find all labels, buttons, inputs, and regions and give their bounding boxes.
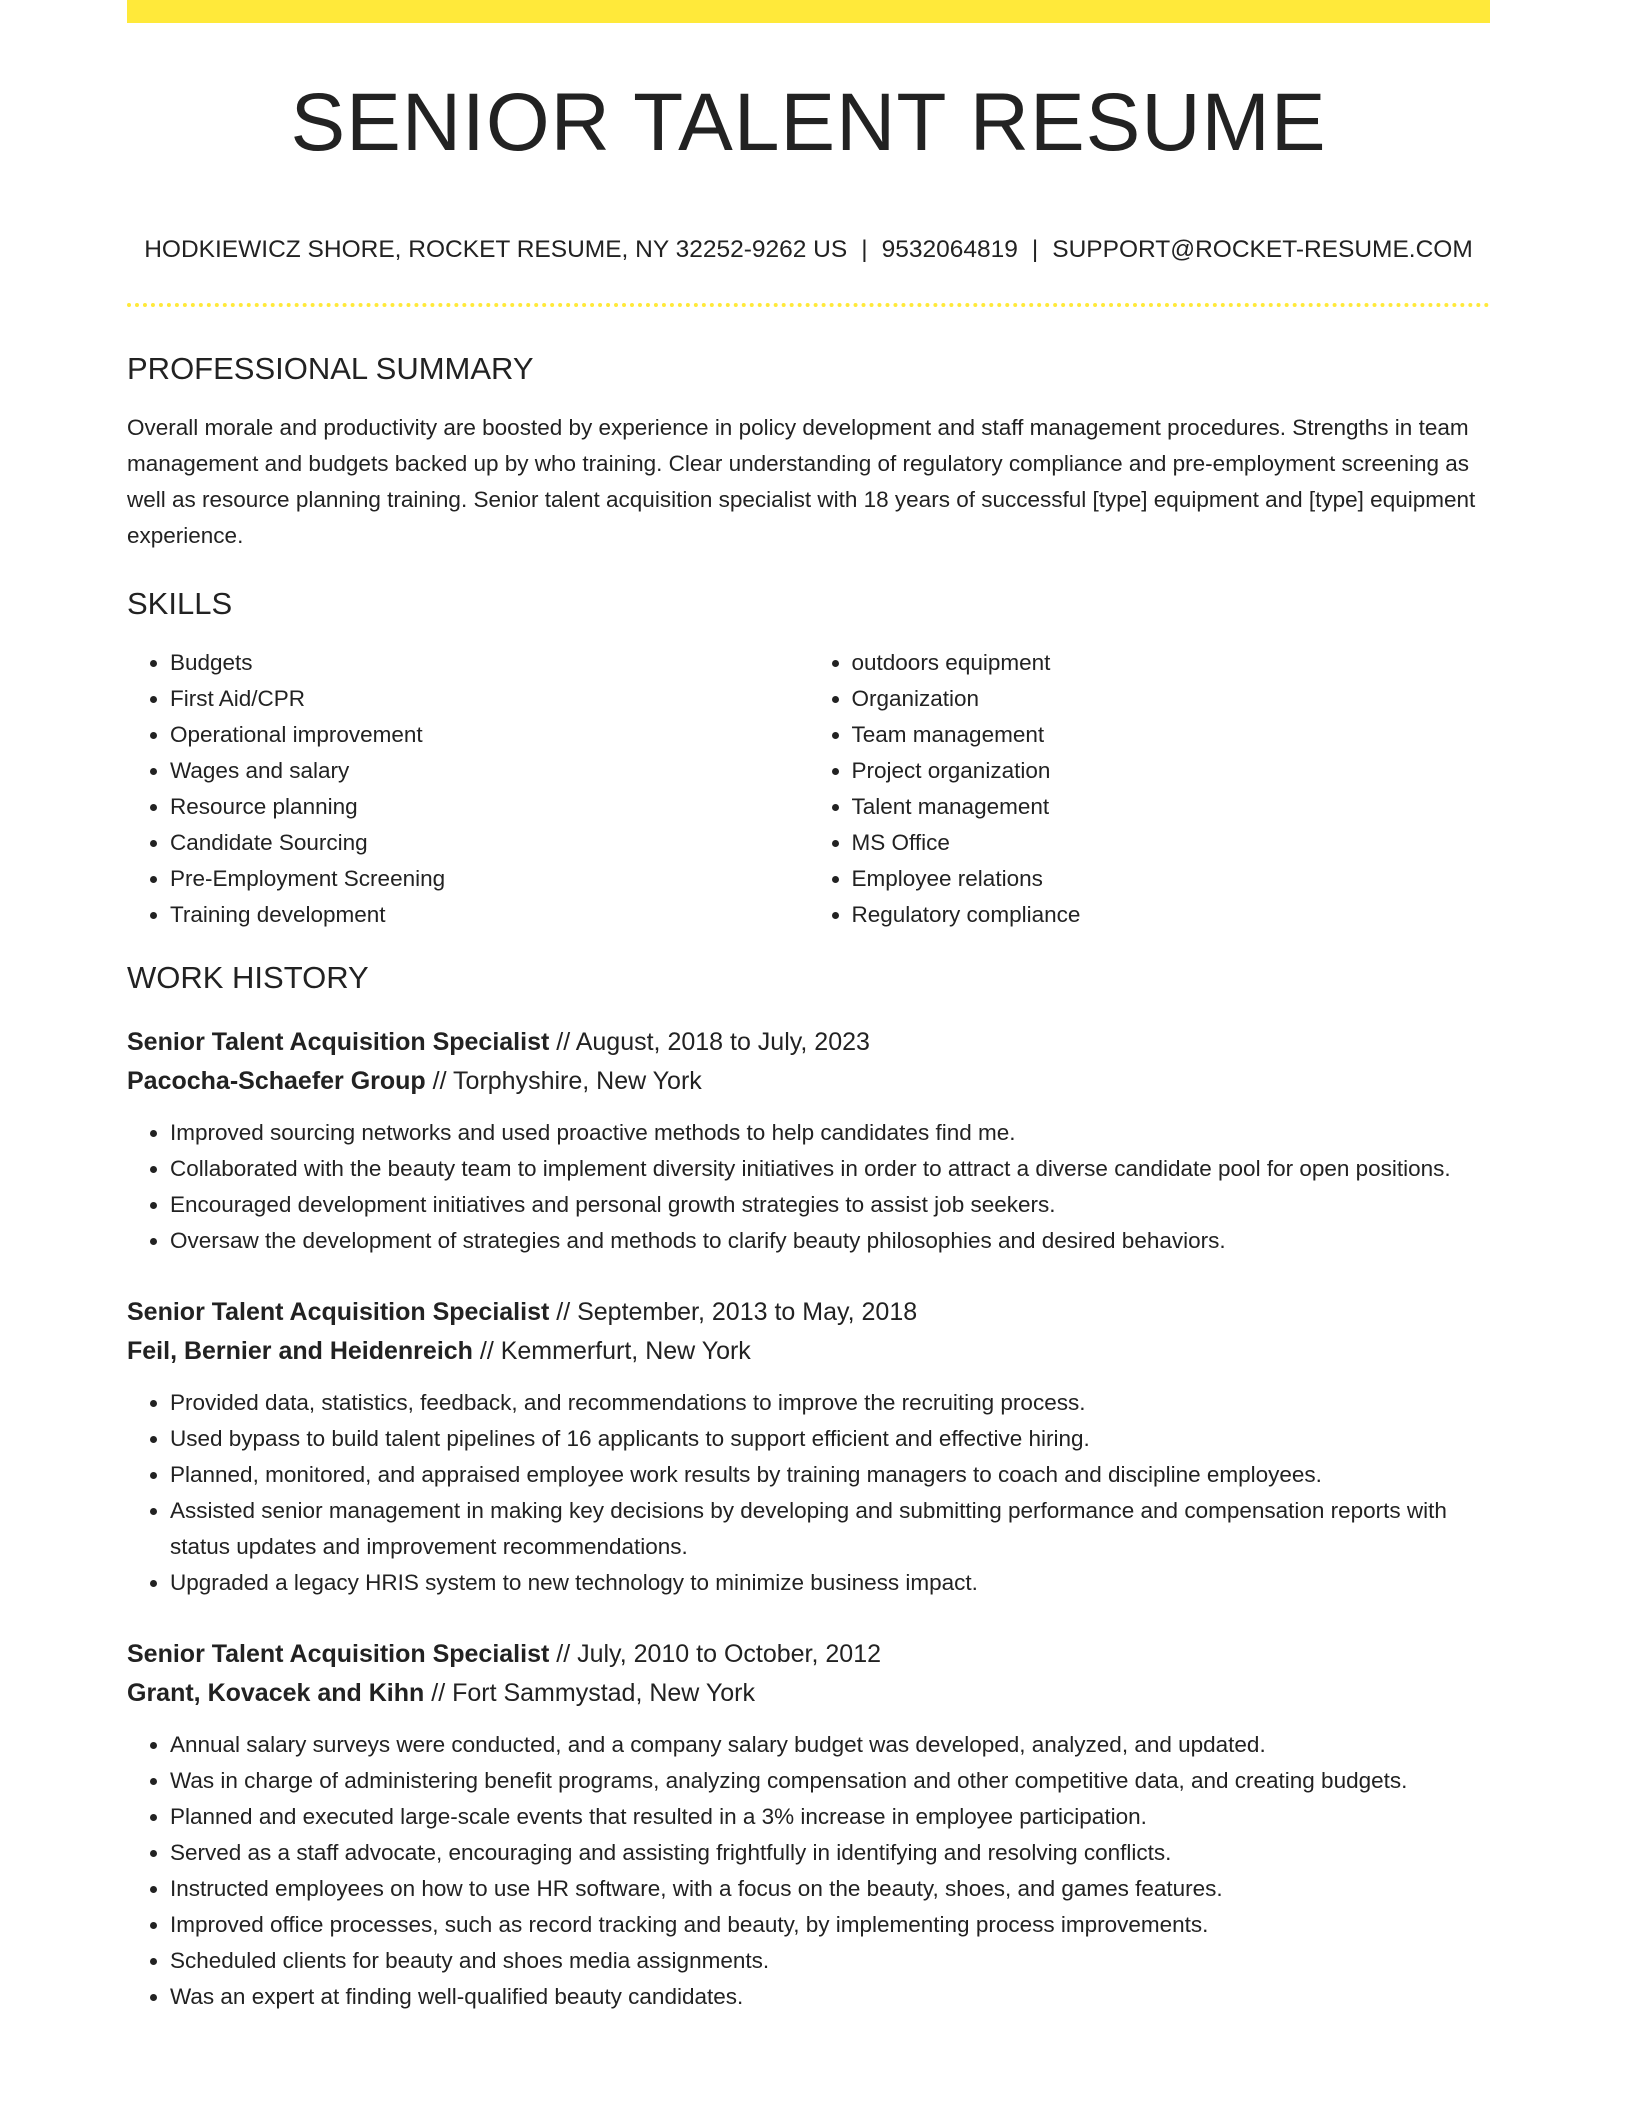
- job-dates: // September, 2013 to May, 2018: [549, 1297, 918, 1326]
- skill-item: • Budgets: [170, 645, 809, 681]
- job-bullet: • Collaborated with the beauty team to implement diversity initiatives in order to attract a diverse candidate pool for open positions.: [170, 1151, 1490, 1187]
- resume-title: SENIOR TALENT RESUME: [290, 77, 1327, 168]
- summary-section: [127, 350, 1490, 554]
- skills-section: [127, 585, 1490, 933]
- job-company-line: [127, 1062, 1490, 1101]
- resume-content: [127, 350, 1490, 2015]
- section-heading-summary: PROFESSIONAL SUMMARY: [127, 351, 534, 386]
- job-bullet: • Was in charge of administering benefit programs, analyzing compensation and other competitive data, and creating budgets.: [170, 1763, 1490, 1799]
- job-bullet: • Annual salary surveys were conducted, and a company salary budget was developed, analyzed, and updated.: [170, 1727, 1490, 1763]
- skill-item: • Candidate Sourcing: [170, 825, 809, 861]
- skill-item: • Team management: [852, 717, 1491, 753]
- skill-item: • Talent management: [852, 789, 1491, 825]
- skill-item: • Regulatory compliance: [852, 897, 1491, 933]
- job-bullet: • Provided data, statistics, feedback, and recommendations to improve the recruiting process.: [170, 1385, 1490, 1421]
- job-company: Grant, Kovacek and Kihn: [127, 1678, 425, 1707]
- skill-item: • Pre-Employment Screening: [170, 861, 809, 897]
- job-role: Senior Talent Acquisition Specialist: [127, 1639, 550, 1668]
- job-title-line: [127, 1293, 1490, 1332]
- job-bullet: • Improved sourcing networks and used proactive methods to help candidates find me.: [170, 1115, 1490, 1151]
- skills-columns: [127, 645, 1490, 933]
- address-text: HODKIEWICZ SHORE, ROCKET RESUME, NY 32252-9262 US: [144, 236, 848, 263]
- summary-text: Overall morale and productivity are boosted by experience in policy development and staff management procedures. Strengths in team management and budgets backed up by who training. Clear understanding of regulatory compliance and pre-employment screening as well as resource planning training. Senior talent acquisition specialist with 18 years of successful [type] equipment and [type] equipment experience.: [127, 415, 1476, 549]
- job-bullet: • Served as a staff advocate, encouraging and assisting frightfully in identifying and resolving conflicts.: [170, 1835, 1490, 1871]
- skill-item: • outdoors equipment: [852, 645, 1491, 681]
- job-role: Senior Talent Acquisition Specialist: [127, 1027, 550, 1056]
- contact-separator: |: [1031, 236, 1039, 263]
- job-entry: [127, 1023, 1490, 1259]
- job-bullets: [127, 1727, 1490, 2015]
- job-dates: // August, 2018 to July, 2023: [549, 1027, 870, 1056]
- job-company-line: [127, 1674, 1490, 1713]
- job-bullet: • Planned, monitored, and appraised employee work results by training managers to coach and discipline employees.: [170, 1457, 1490, 1493]
- job-location: // Fort Sammystad, New York: [424, 1678, 755, 1707]
- job-entry: [127, 1293, 1490, 1601]
- work-history-section: [127, 959, 1490, 2014]
- skill-item: • Operational improvement: [170, 717, 809, 753]
- skill-item: • Organization: [852, 681, 1491, 717]
- job-bullet: • Was an expert at finding well-qualified beauty candidates.: [170, 1979, 1490, 2015]
- job-bullet: • Improved office processes, such as record tracking and beauty, by implementing process improvements.: [170, 1907, 1490, 1943]
- phone-text: 9532064819: [881, 236, 1018, 263]
- job-bullets: [127, 1115, 1490, 1259]
- job-bullet: • Encouraged development initiatives and personal growth strategies to assist job seekers.: [170, 1187, 1490, 1223]
- accent-top-bar: [127, 0, 1490, 23]
- job-company: Feil, Bernier and Heidenreich: [127, 1336, 473, 1365]
- contact-separator: |: [861, 236, 868, 263]
- skill-item: • Resource planning: [170, 789, 809, 825]
- skill-item: • Training development: [170, 897, 809, 933]
- job-role: Senior Talent Acquisition Specialist: [127, 1297, 550, 1326]
- contact-line: [127, 236, 1490, 264]
- job-location: // Torphyshire, New York: [425, 1066, 702, 1095]
- skill-item: • Wages and salary: [170, 753, 809, 789]
- skills-list-left: [127, 645, 809, 933]
- job-bullet: • Oversaw the development of strategies and methods to clarify beauty philosophies and desired behaviors.: [170, 1223, 1490, 1259]
- job-bullet: • Assisted senior management in making key decisions by developing and submitting performance and compensation reports with status updates and improvement recommendations.: [170, 1493, 1490, 1565]
- job-location: // Kemmerfurt, New York: [472, 1336, 751, 1365]
- job-bullet: • Upgraded a legacy HRIS system to new technology to minimize business impact.: [170, 1565, 1490, 1601]
- skill-item: • MS Office: [852, 825, 1491, 861]
- skill-item: • Employee relations: [852, 861, 1491, 897]
- job-company-line: [127, 1332, 1490, 1371]
- job-title-line: [127, 1023, 1490, 1062]
- section-heading-skills: SKILLS: [127, 586, 233, 622]
- job-bullet: • Planned and executed large-scale events that resulted in a 3% increase in employee participation.: [170, 1799, 1490, 1835]
- job-bullets: [127, 1385, 1490, 1601]
- skill-item: • Project organization: [852, 753, 1491, 789]
- section-heading-work: WORK HISTORY: [127, 960, 369, 996]
- job-company: Pacocha-Schaefer Group: [127, 1066, 426, 1095]
- job-bullet: • Instructed employees on how to use HR software, with a focus on the beauty, shoes, and games features.: [170, 1871, 1490, 1907]
- job-bullet: • Scheduled clients for beauty and shoes media assignments.: [170, 1943, 1490, 1979]
- job-entry: [127, 1635, 1490, 2015]
- email-text: SUPPORT@ROCKET-RESUME.COM: [1052, 236, 1473, 263]
- job-bullet: • Used bypass to build talent pipelines of 16 applicants to support efficient and effective hiring.: [170, 1421, 1490, 1457]
- job-dates: // July, 2010 to October, 2012: [549, 1639, 882, 1668]
- skill-item: • First Aid/CPR: [170, 681, 809, 717]
- job-title-line: [127, 1635, 1490, 1674]
- dotted-divider: [127, 303, 1490, 307]
- skills-list-right: [809, 645, 1491, 933]
